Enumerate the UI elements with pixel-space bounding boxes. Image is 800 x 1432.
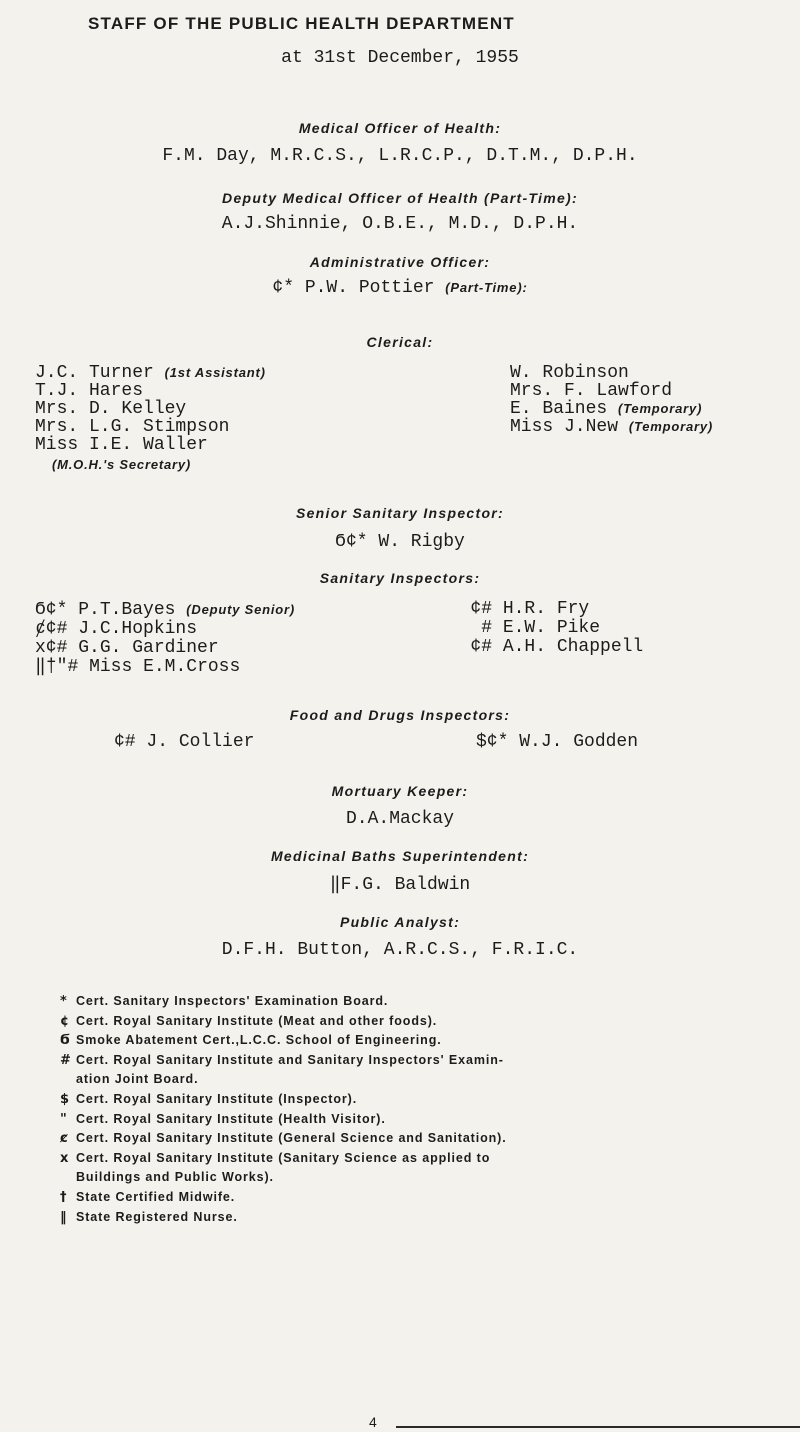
- bottom-rule: [396, 1426, 800, 1428]
- report-date: at 31st December, 1955: [281, 48, 519, 68]
- smoke-symbol: Ϭ: [60, 1033, 71, 1049]
- si-prefix: ȼ¢#: [35, 619, 68, 639]
- clerical-left-name: Miss I.E. Waller: [35, 435, 208, 455]
- si-note: (Deputy Senior): [186, 602, 296, 617]
- clerical-right-name: Mrs. F. Lawford: [510, 381, 673, 401]
- senior-si-line: [0, 532, 800, 552]
- clerical-heading: Clerical:: [366, 334, 434, 350]
- admin-line: [0, 278, 800, 298]
- page-title: STAFF OF THE PUBLIC HEALTH DEPARTMENT: [88, 14, 515, 33]
- legend-row: [60, 1149, 507, 1169]
- legend-row: [60, 1090, 507, 1110]
- si-right-row: [452, 638, 643, 657]
- clerical-left-extra: (M.O.H.'s Secretary): [52, 457, 192, 472]
- food-right: [476, 732, 638, 752]
- mortuary-name: D.A.Mackay: [345, 809, 455, 829]
- si-name: H.R. Fry: [502, 599, 590, 619]
- double-bar-symbol: ‖: [60, 1209, 68, 1225]
- clerical-left-row: [35, 400, 266, 418]
- legend-text: Cert. Royal Sanitary Institute (Health Visitor).: [76, 1111, 386, 1126]
- legend-text: State Registered Nurse.: [76, 1209, 238, 1224]
- clerical-left-name: Mrs. L.G. Stimpson: [35, 417, 230, 437]
- clerical-left-name: J.C. Turner: [35, 363, 154, 383]
- legend-text: State Certified Midwife.: [76, 1189, 236, 1204]
- analyst-heading: Public Analyst:: [339, 914, 461, 930]
- food-right-prefix: $¢*: [476, 732, 509, 752]
- senior-si-heading: Senior Sanitary Inspector:: [295, 505, 505, 521]
- legend-text: Cert. Royal Sanitary Institute (Sanitary Science as applied to: [76, 1150, 491, 1165]
- food-left-prefix: ¢#: [114, 732, 136, 752]
- legend-row: [60, 992, 507, 1012]
- analyst-name: D.F.H. Button, A.R.C.S., F.R.I.C.: [221, 940, 579, 960]
- moh-name: F.M. Day, M.R.C.S., L.R.C.P., D.T.M., D.P.H.: [162, 146, 638, 166]
- si-name: A.H. Chappell: [502, 637, 644, 657]
- clerical-right-note: (Temporary): [628, 419, 714, 434]
- clerical-left-row: [35, 418, 266, 436]
- legend-text: Cert. Sanitary Inspectors' Examination Board.: [76, 994, 389, 1008]
- si-left-row: [35, 600, 295, 620]
- si-prefix: #: [481, 618, 492, 638]
- baths-name: F.G. Baldwin: [340, 875, 471, 895]
- legend-text: Smoke Abatement Cert.,L.C.C. School of Engineering.: [76, 1033, 442, 1048]
- si-prefix: ¢#: [470, 637, 492, 657]
- food-right-name: W.J. Godden: [519, 732, 639, 752]
- mortuary-heading: Mortuary Keeper:: [331, 783, 469, 799]
- food-left-name: J. Collier: [146, 732, 255, 752]
- legend-text: Cert. Royal Sanitary Institute and Sanitary Inspectors' Examin-: [76, 1052, 504, 1067]
- si-name: Miss E.M.Cross: [89, 657, 241, 677]
- clerical-right-name: W. Robinson: [510, 363, 629, 383]
- legend-row: [60, 1129, 507, 1149]
- clerical-left-name: T.J. Hares: [35, 381, 144, 401]
- quote-symbol: ": [60, 1111, 68, 1127]
- moh-heading: Medical Officer of Health:: [298, 120, 502, 136]
- senior-si-prefix: Ϭ¢*: [335, 532, 368, 552]
- si-prefix: x¢#: [35, 638, 68, 658]
- admin-note: (Part-Time):: [445, 280, 528, 295]
- clerical-left-row: [35, 364, 266, 382]
- clerical-right-row: [510, 364, 713, 382]
- legend-row: [60, 1110, 507, 1130]
- si-left-row: [35, 639, 295, 658]
- legend-row: [60, 1208, 507, 1228]
- food-heading: Food and Drugs Inspectors:: [289, 707, 511, 723]
- baths-line: [0, 873, 800, 895]
- si-prefix: Ϭ¢*: [35, 600, 68, 620]
- clerical-right-column: [510, 364, 713, 436]
- clerical-left-note: (1st Assistant): [164, 365, 266, 380]
- si-prefix: ¢#: [470, 599, 492, 619]
- si-name: G.G. Gardiner: [78, 638, 219, 658]
- admin-prefix: ¢*: [272, 278, 295, 298]
- clerical-left-row: [35, 382, 266, 400]
- legend-text: Buildings and Public Works).: [76, 1170, 274, 1185]
- legend: [60, 992, 507, 1227]
- x-symbol: x: [60, 1150, 70, 1166]
- si-left-row: [35, 658, 295, 677]
- deputy-heading: Deputy Medical Officer of Health (Part-Time):: [222, 190, 578, 206]
- clerical-left-column: [35, 364, 266, 474]
- dollar-symbol: $: [60, 1091, 70, 1107]
- dagger-symbol: †: [60, 1189, 68, 1205]
- legend-text: ation Joint Board.: [76, 1072, 199, 1087]
- clerical-left-row: [35, 436, 266, 454]
- clerical-right-name: E. Baines: [510, 399, 608, 419]
- page-number: 4: [369, 1414, 377, 1430]
- legend-row: [60, 1188, 507, 1208]
- clerical-right-row: [510, 400, 713, 418]
- si-left-column: [35, 600, 295, 677]
- legend-row: [60, 1168, 507, 1188]
- si-name: P.T.Bayes: [78, 600, 176, 620]
- baths-heading: Medicinal Baths Superintendent:: [270, 848, 530, 864]
- legend-text: Cert. Royal Sanitary Institute (General Science and Sanitation).: [76, 1131, 507, 1146]
- legend-text: Cert. Royal Sanitary Institute (Meat and other foods).: [76, 1013, 438, 1028]
- legend-text: Cert. Royal Sanitary Institute (Inspector).: [76, 1091, 358, 1106]
- asterisk-symbol: *: [60, 994, 68, 1009]
- legend-row: [60, 1031, 507, 1051]
- baths-prefix: ‖: [329, 875, 341, 895]
- clerical-right-row: [510, 382, 713, 400]
- clerical-right-row: [510, 418, 713, 436]
- struck-c-symbol: ȼ: [60, 1131, 69, 1147]
- senior-si-name: W. Rigby: [378, 532, 465, 552]
- legend-row: [60, 1070, 507, 1090]
- deputy-name: A.J.Shinnie, O.B.E., M.D., D.P.H.: [221, 214, 579, 234]
- si-left-row: [35, 620, 295, 639]
- clerical-right-note: (Temporary): [618, 401, 703, 416]
- admin-heading: Administrative Officer:: [309, 254, 491, 270]
- si-right-row: [452, 619, 643, 638]
- si-right-column: [452, 600, 643, 657]
- clerical-right-name: Miss J.New: [510, 417, 619, 437]
- food-left: [114, 732, 254, 752]
- hash-symbol: #: [60, 1052, 72, 1068]
- si-right-row: [452, 600, 643, 619]
- si-heading: Sanitary Inspectors:: [319, 570, 481, 586]
- legend-row: [60, 1051, 507, 1071]
- si-name: E.W. Pike: [502, 618, 601, 638]
- si-prefix: ‖†"#: [35, 657, 79, 677]
- admin-name: P.W. Pottier: [304, 278, 435, 298]
- cent-symbol: ¢: [60, 1013, 70, 1029]
- si-name: J.C.Hopkins: [78, 619, 198, 639]
- legend-row: [60, 1012, 507, 1032]
- clerical-left-name: Mrs. D. Kelley: [35, 399, 187, 419]
